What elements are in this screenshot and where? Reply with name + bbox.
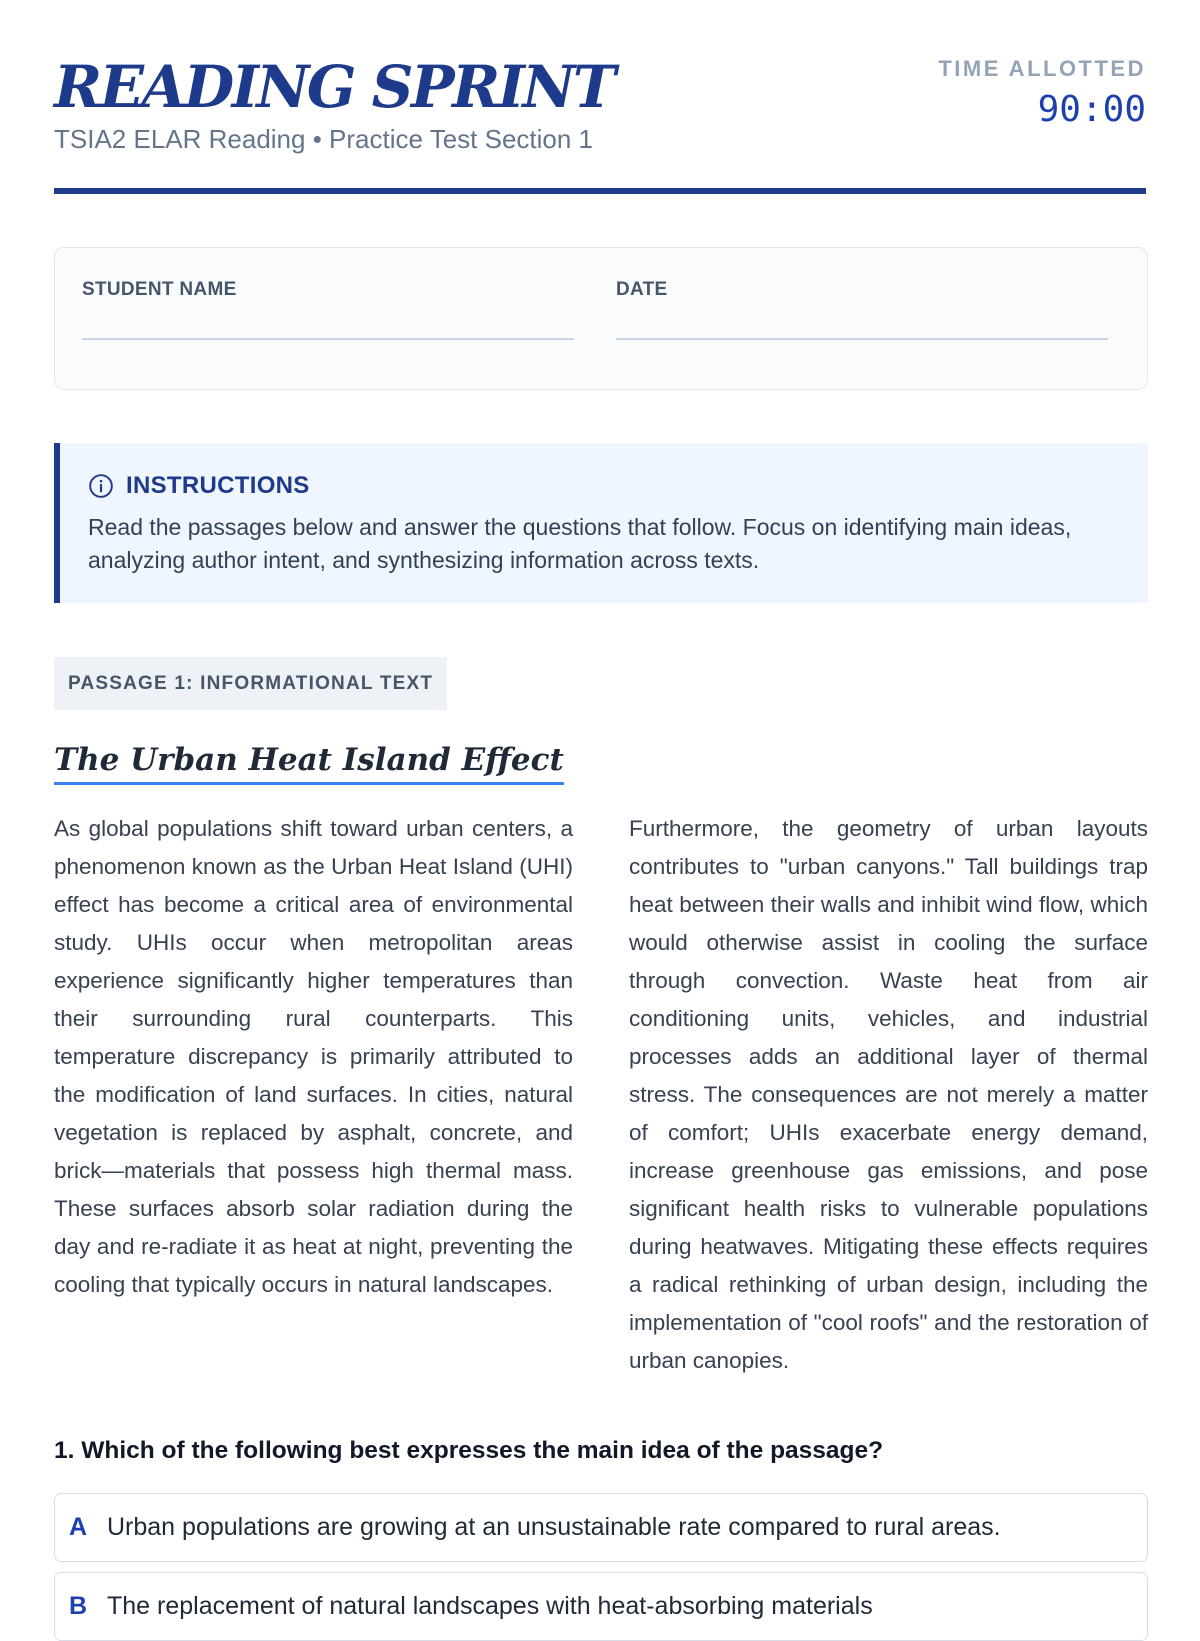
question-1-text: 1. Which of the following best expresses the main idea of the passage?: [54, 1437, 884, 1464]
student-info-card: [54, 247, 1148, 390]
option-letter: A: [69, 1513, 88, 1541]
option-text: The replacement of natural landscapes with heat-absorbing materials: [107, 1592, 873, 1620]
instructions-heading: [88, 471, 1118, 501]
answer-option-a[interactable]: [54, 1493, 1148, 1562]
option-letter: B: [69, 1592, 88, 1620]
option-text: Urban populations are growing at an unsustainable rate compared to rural areas.: [107, 1513, 1001, 1541]
timer-label: TIME ALLOTTED: [938, 56, 1146, 81]
student-name-field[interactable]: [82, 278, 574, 340]
passage-tag: PASSAGE 1: INFORMATIONAL TEXT: [54, 657, 447, 710]
passage-paragraph-1: As global populations shift toward urban centers, a phenomenon known as the Urban Heat Island (UHI) effect has become a critical area of environmental study. UHIs occur when metropolitan areas experience significantly higher temperatures than their surrounding rural counterparts. This temperature discrepancy is primarily attributed to the modification of land surfaces. In cities, natural vegetation is replaced by asphalt, concrete, and brick—materials that possess high thermal mass. These surfaces absorb solar radiation during the day and re-radiate it as heat at night, preventing the cooling that typically occurs in natural landscapes.: [54, 816, 573, 1297]
passage-paragraph-2: Furthermore, the geometry of urban layouts contributes to "urban canyons." Tall buildings trap heat between their walls and inhibit wind flow, which would otherwise assist in cooling the surface through convection. Waste heat from air conditioning units, vehicles, and industrial processes adds an additional layer of thermal stress. The consequences are not merely a matter of comfort; UHIs exacerbate energy demand, increase greenhouse gas emissions, and pose significant health risks to vulnerable populations during heatwaves. Mitigating these effects requires a radical rethinking of urban design, including the implementation of "cool roofs" and the restoration of urban canopies.: [629, 816, 1148, 1373]
instructions-title: INSTRUCTIONS: [126, 472, 310, 499]
answer-option-b[interactable]: [54, 1572, 1148, 1641]
passage-title: The Urban Heat Island Effect: [54, 738, 564, 785]
date-line[interactable]: [616, 338, 1108, 340]
test-title: READING SPRINT: [54, 53, 614, 121]
date-label: DATE: [616, 279, 668, 300]
date-field[interactable]: [616, 278, 1108, 340]
student-name-label: STUDENT NAME: [82, 279, 237, 300]
test-subtitle: TSIA2 ELAR Reading • Practice Test Section 1: [54, 124, 594, 154]
instructions-text: Read the passages below and answer the questions that follow. Focus on identifying main ideas, analyzing author intent, and synthesizing information across texts.: [88, 514, 1072, 573]
timer-value: 90:00: [1037, 89, 1146, 130]
test-header: [54, 0, 1146, 194]
instructions-box: [54, 443, 1148, 603]
info-icon: [88, 473, 114, 499]
timer: [938, 56, 1146, 132]
passage-body: [54, 810, 1148, 1380]
student-name-line[interactable]: [82, 338, 574, 340]
